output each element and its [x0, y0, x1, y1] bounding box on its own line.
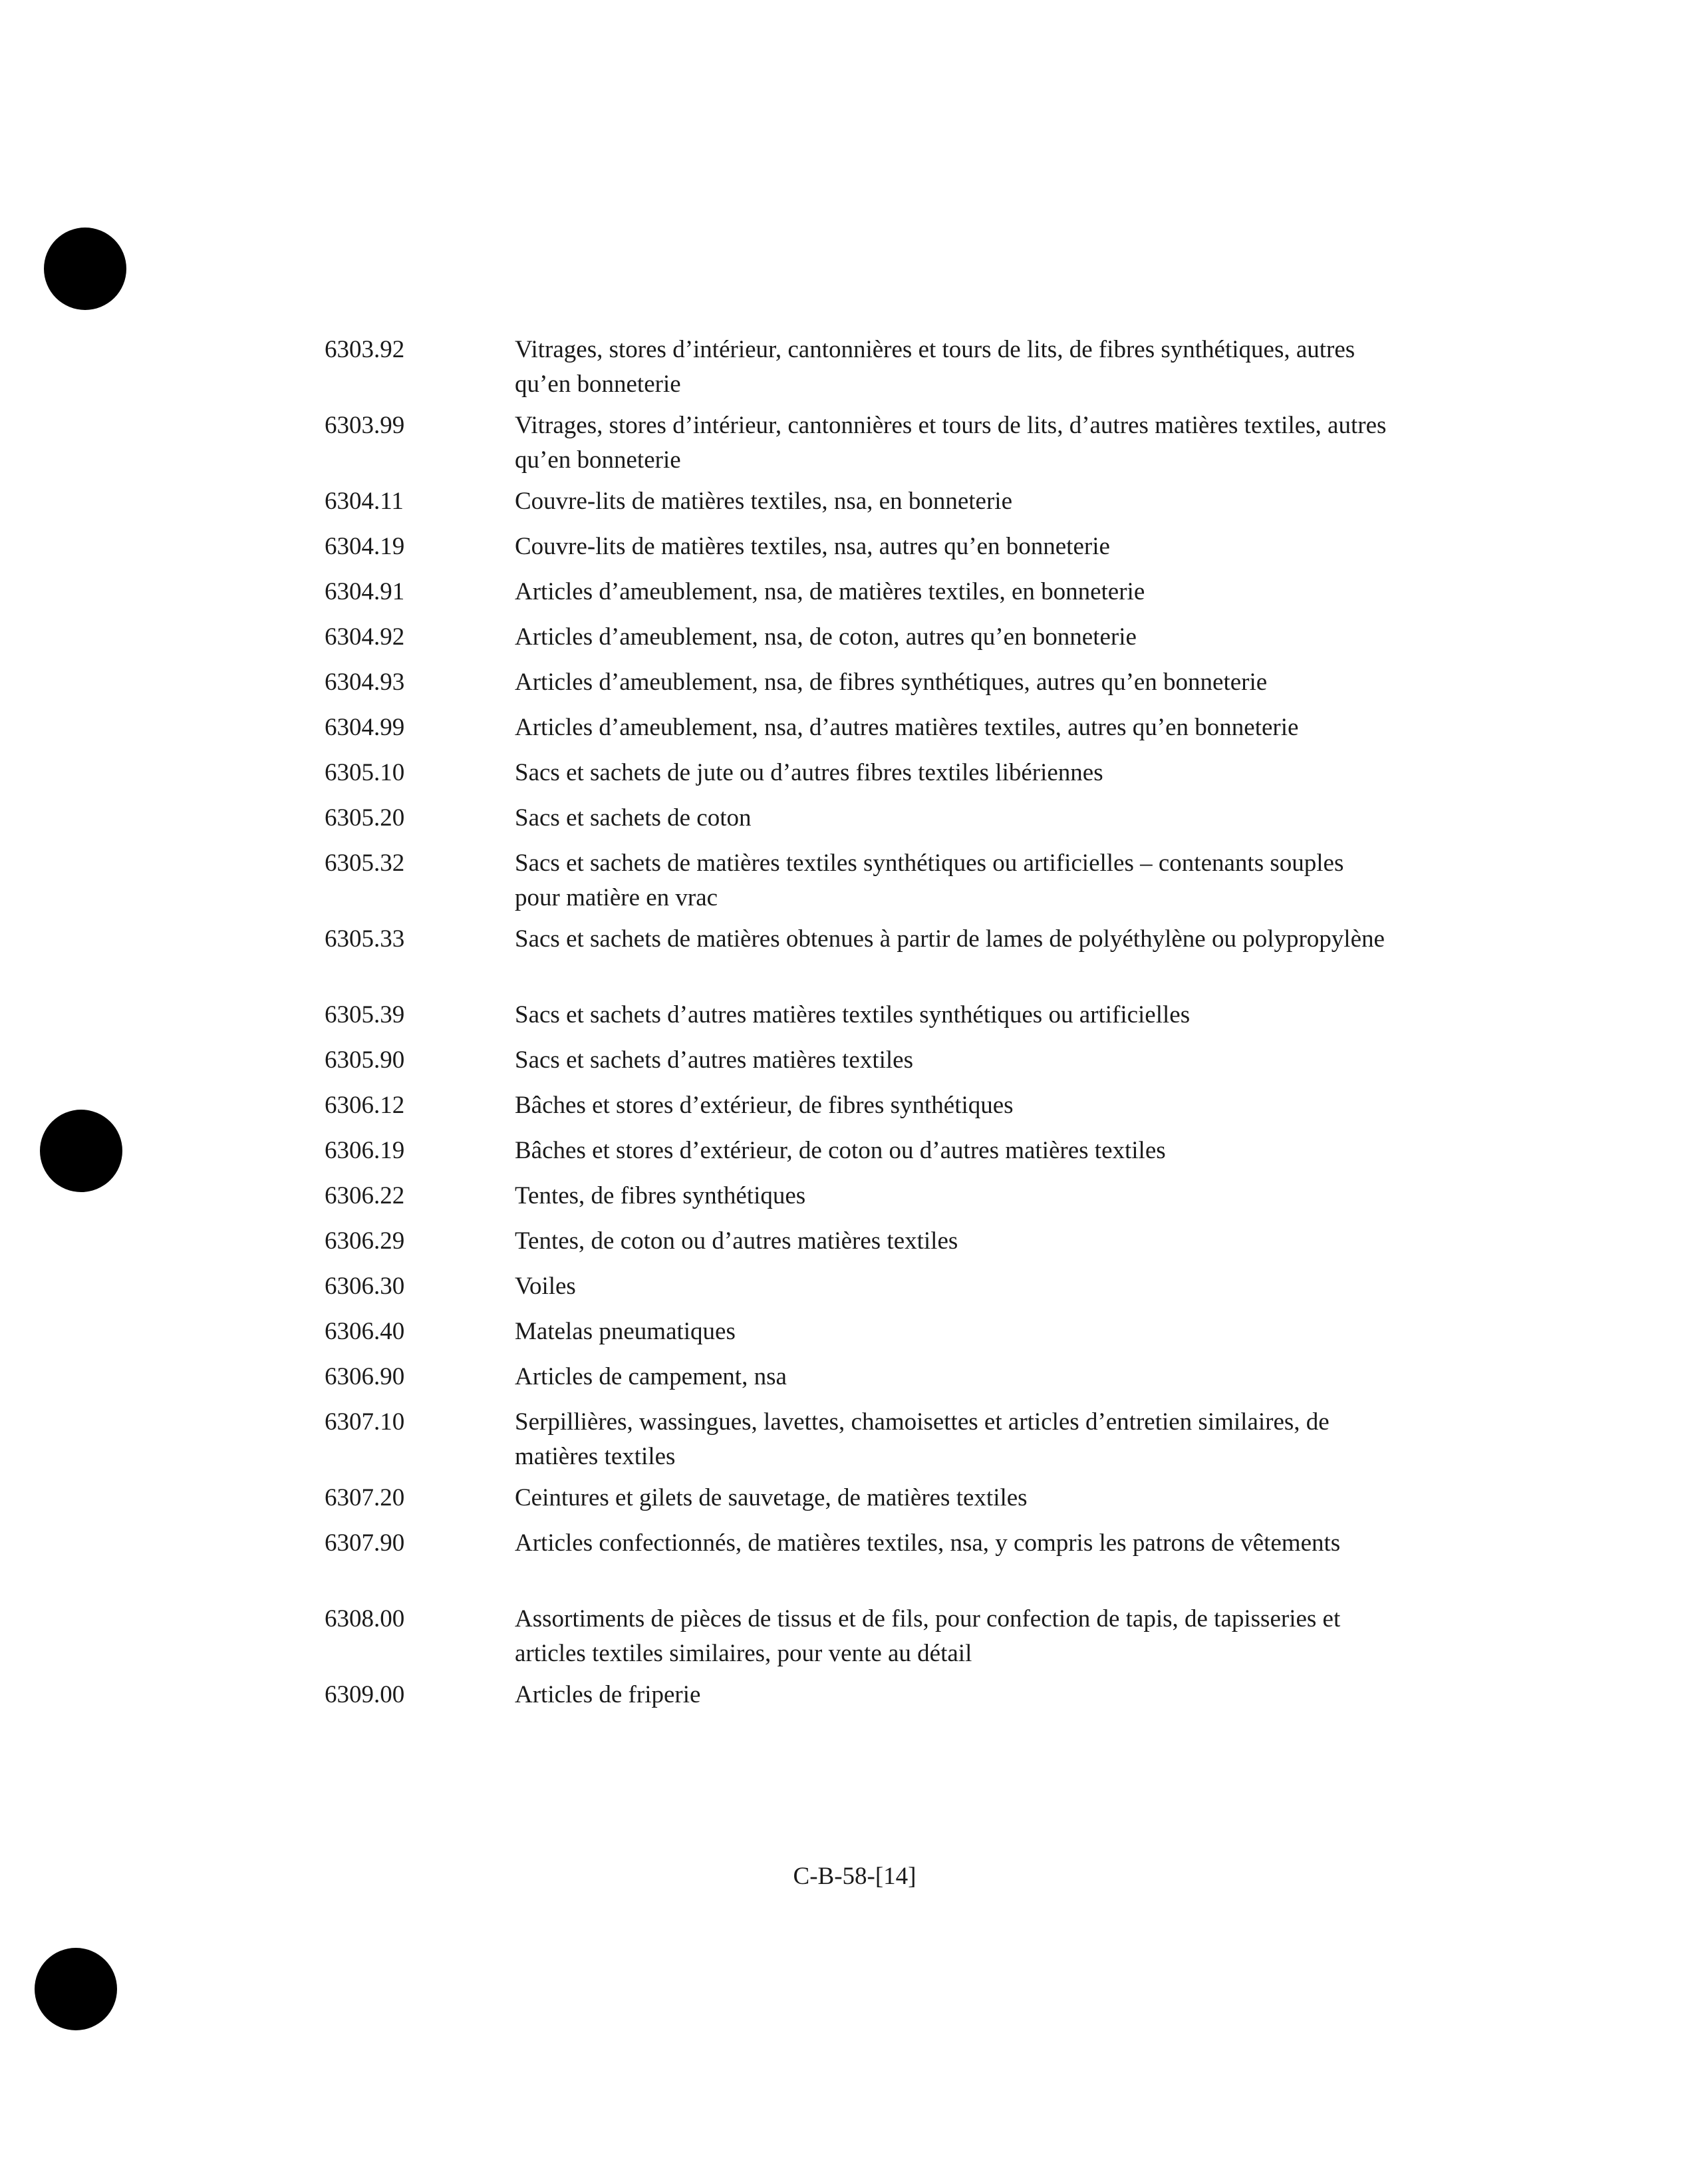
- tariff-description: Tentes, de fibres synthétiques: [515, 1182, 806, 1209]
- punch-hole: [35, 1948, 117, 2030]
- tariff-description: Sacs et sachets d’autres matières textiles: [515, 1046, 913, 1074]
- tariff-code: 6304.93: [325, 669, 405, 696]
- tariff-code: 6306.22: [325, 1182, 405, 1209]
- table-row: [325, 1523, 1389, 1599]
- tariff-code: 6307.20: [325, 1484, 405, 1511]
- table-row: [325, 1131, 1389, 1176]
- tariff-description: Articles de campement, nsa: [515, 1363, 787, 1390]
- table-row: [325, 527, 1389, 572]
- page-number: C-B-58-[14]: [793, 1863, 917, 1890]
- tariff-description: Articles de friperie: [515, 1681, 701, 1708]
- table-row: [325, 708, 1389, 753]
- table-row: [325, 798, 1389, 844]
- tariff-code: 6309.00: [325, 1681, 405, 1708]
- tariff-description: Matelas pneumatiques: [515, 1318, 736, 1345]
- table-row: [325, 617, 1389, 663]
- table-row: [325, 482, 1389, 527]
- tariff-code: 6306.40: [325, 1318, 405, 1345]
- table-row: [325, 919, 1389, 995]
- tariff-code: 6306.30: [325, 1273, 405, 1300]
- tariff-code: 6305.33: [325, 925, 405, 953]
- table-row: [325, 995, 1389, 1040]
- table-row: [325, 663, 1389, 708]
- table-row: [325, 1675, 1389, 1720]
- tariff-code: 6304.19: [325, 533, 405, 560]
- tariff-code: 6304.99: [325, 714, 405, 741]
- tariff-code: 6305.32: [325, 850, 405, 877]
- tariff-code: 6303.92: [325, 336, 405, 363]
- tariff-description: Serpillières, wassingues, lavettes, chamoisettes et articles d’entretien similaires, de matières textiles: [515, 1408, 1330, 1470]
- tariff-description: Articles d’ameublement, nsa, de fibres synthétiques, autres qu’en bonneterie: [515, 669, 1268, 696]
- tariff-description: Vitrages, stores d’intérieur, cantonnières et tours de lits, d’autres matières textiles, autres qu’en bonneterie: [515, 412, 1387, 474]
- table-row: [325, 1176, 1389, 1221]
- tariff-description: Bâches et stores d’extérieur, de fibres synthétiques: [515, 1092, 1014, 1119]
- tariff-description: Bâches et stores d’extérieur, de coton ou d’autres matières textiles: [515, 1137, 1166, 1164]
- tariff-code: 6308.00: [325, 1605, 405, 1633]
- tariff-description: Vitrages, stores d’intérieur, cantonnières et tours de lits, de fibres synthétiques, autres qu’en bonneterie: [515, 336, 1355, 398]
- tariff-code: 6306.12: [325, 1092, 405, 1119]
- table-row: [325, 1267, 1389, 1312]
- tariff-description: Articles confectionnés, de matières textiles, nsa, y compris les patrons de vêtements: [515, 1529, 1341, 1557]
- table-row: [325, 1086, 1389, 1131]
- table-row: [325, 1312, 1389, 1357]
- table-row: [325, 753, 1389, 798]
- tariff-code: 6304.11: [325, 488, 404, 515]
- table-row: [325, 572, 1389, 617]
- tariff-description: Couvre-lits de matières textiles, nsa, en bonneterie: [515, 488, 1012, 515]
- tariff-code: 6305.90: [325, 1046, 405, 1074]
- table-row: [325, 1402, 1389, 1478]
- tariff-code: 6303.99: [325, 412, 405, 439]
- tariff-code: 6307.10: [325, 1408, 405, 1436]
- tariff-description: Articles d’ameublement, nsa, d’autres matières textiles, autres qu’en bonneterie: [515, 714, 1299, 741]
- tariff-description: Sacs et sachets de jute ou d’autres fibres textiles libériennes: [515, 759, 1103, 786]
- table-row: [325, 1478, 1389, 1523]
- tariff-code: 6305.10: [325, 759, 405, 786]
- tariff-description: Ceintures et gilets de sauvetage, de matières textiles: [515, 1484, 1028, 1511]
- tariff-code: 6305.20: [325, 804, 405, 832]
- table-row: [325, 1599, 1389, 1675]
- tariff-description: Articles d’ameublement, nsa, de coton, autres qu’en bonneterie: [515, 623, 1137, 651]
- table-row: [325, 1221, 1389, 1267]
- tariff-description: Sacs et sachets de matières obtenues à partir de lames de polyéthylène ou polypropylène: [515, 925, 1385, 953]
- tariff-code: 6306.29: [325, 1227, 405, 1255]
- tariff-list: [325, 330, 1389, 1720]
- tariff-description: Sacs et sachets de matières textiles synthétiques ou artificielles – contenants souples pour matière en vrac: [515, 850, 1344, 911]
- tariff-description: Articles d’ameublement, nsa, de matières textiles, en bonneterie: [515, 578, 1145, 605]
- tariff-code: 6307.90: [325, 1529, 405, 1557]
- table-row: [325, 330, 1389, 406]
- tariff-code: 6306.90: [325, 1363, 405, 1390]
- tariff-code: 6304.92: [325, 623, 405, 651]
- punch-hole: [44, 228, 126, 310]
- tariff-description: Couvre-lits de matières textiles, nsa, autres qu’en bonneterie: [515, 533, 1110, 560]
- table-row: [325, 1357, 1389, 1402]
- table-row: [325, 844, 1389, 919]
- tariff-code: 6305.39: [325, 1001, 405, 1028]
- tariff-code: 6306.19: [325, 1137, 405, 1164]
- table-row: [325, 1040, 1389, 1086]
- tariff-description: Sacs et sachets d’autres matières textiles synthétiques ou artificielles: [515, 1001, 1191, 1028]
- tariff-description: Voiles: [515, 1273, 576, 1300]
- tariff-description: Sacs et sachets de coton: [515, 804, 752, 832]
- table-row: [325, 406, 1389, 482]
- tariff-description: Tentes, de coton ou d’autres matières textiles: [515, 1227, 958, 1255]
- tariff-code: 6304.91: [325, 578, 405, 605]
- punch-hole: [40, 1110, 122, 1192]
- tariff-description: Assortiments de pièces de tissus et de fils, pour confection de tapis, de tapisseries et articles textiles similaires, pour vente au détail: [515, 1605, 1341, 1667]
